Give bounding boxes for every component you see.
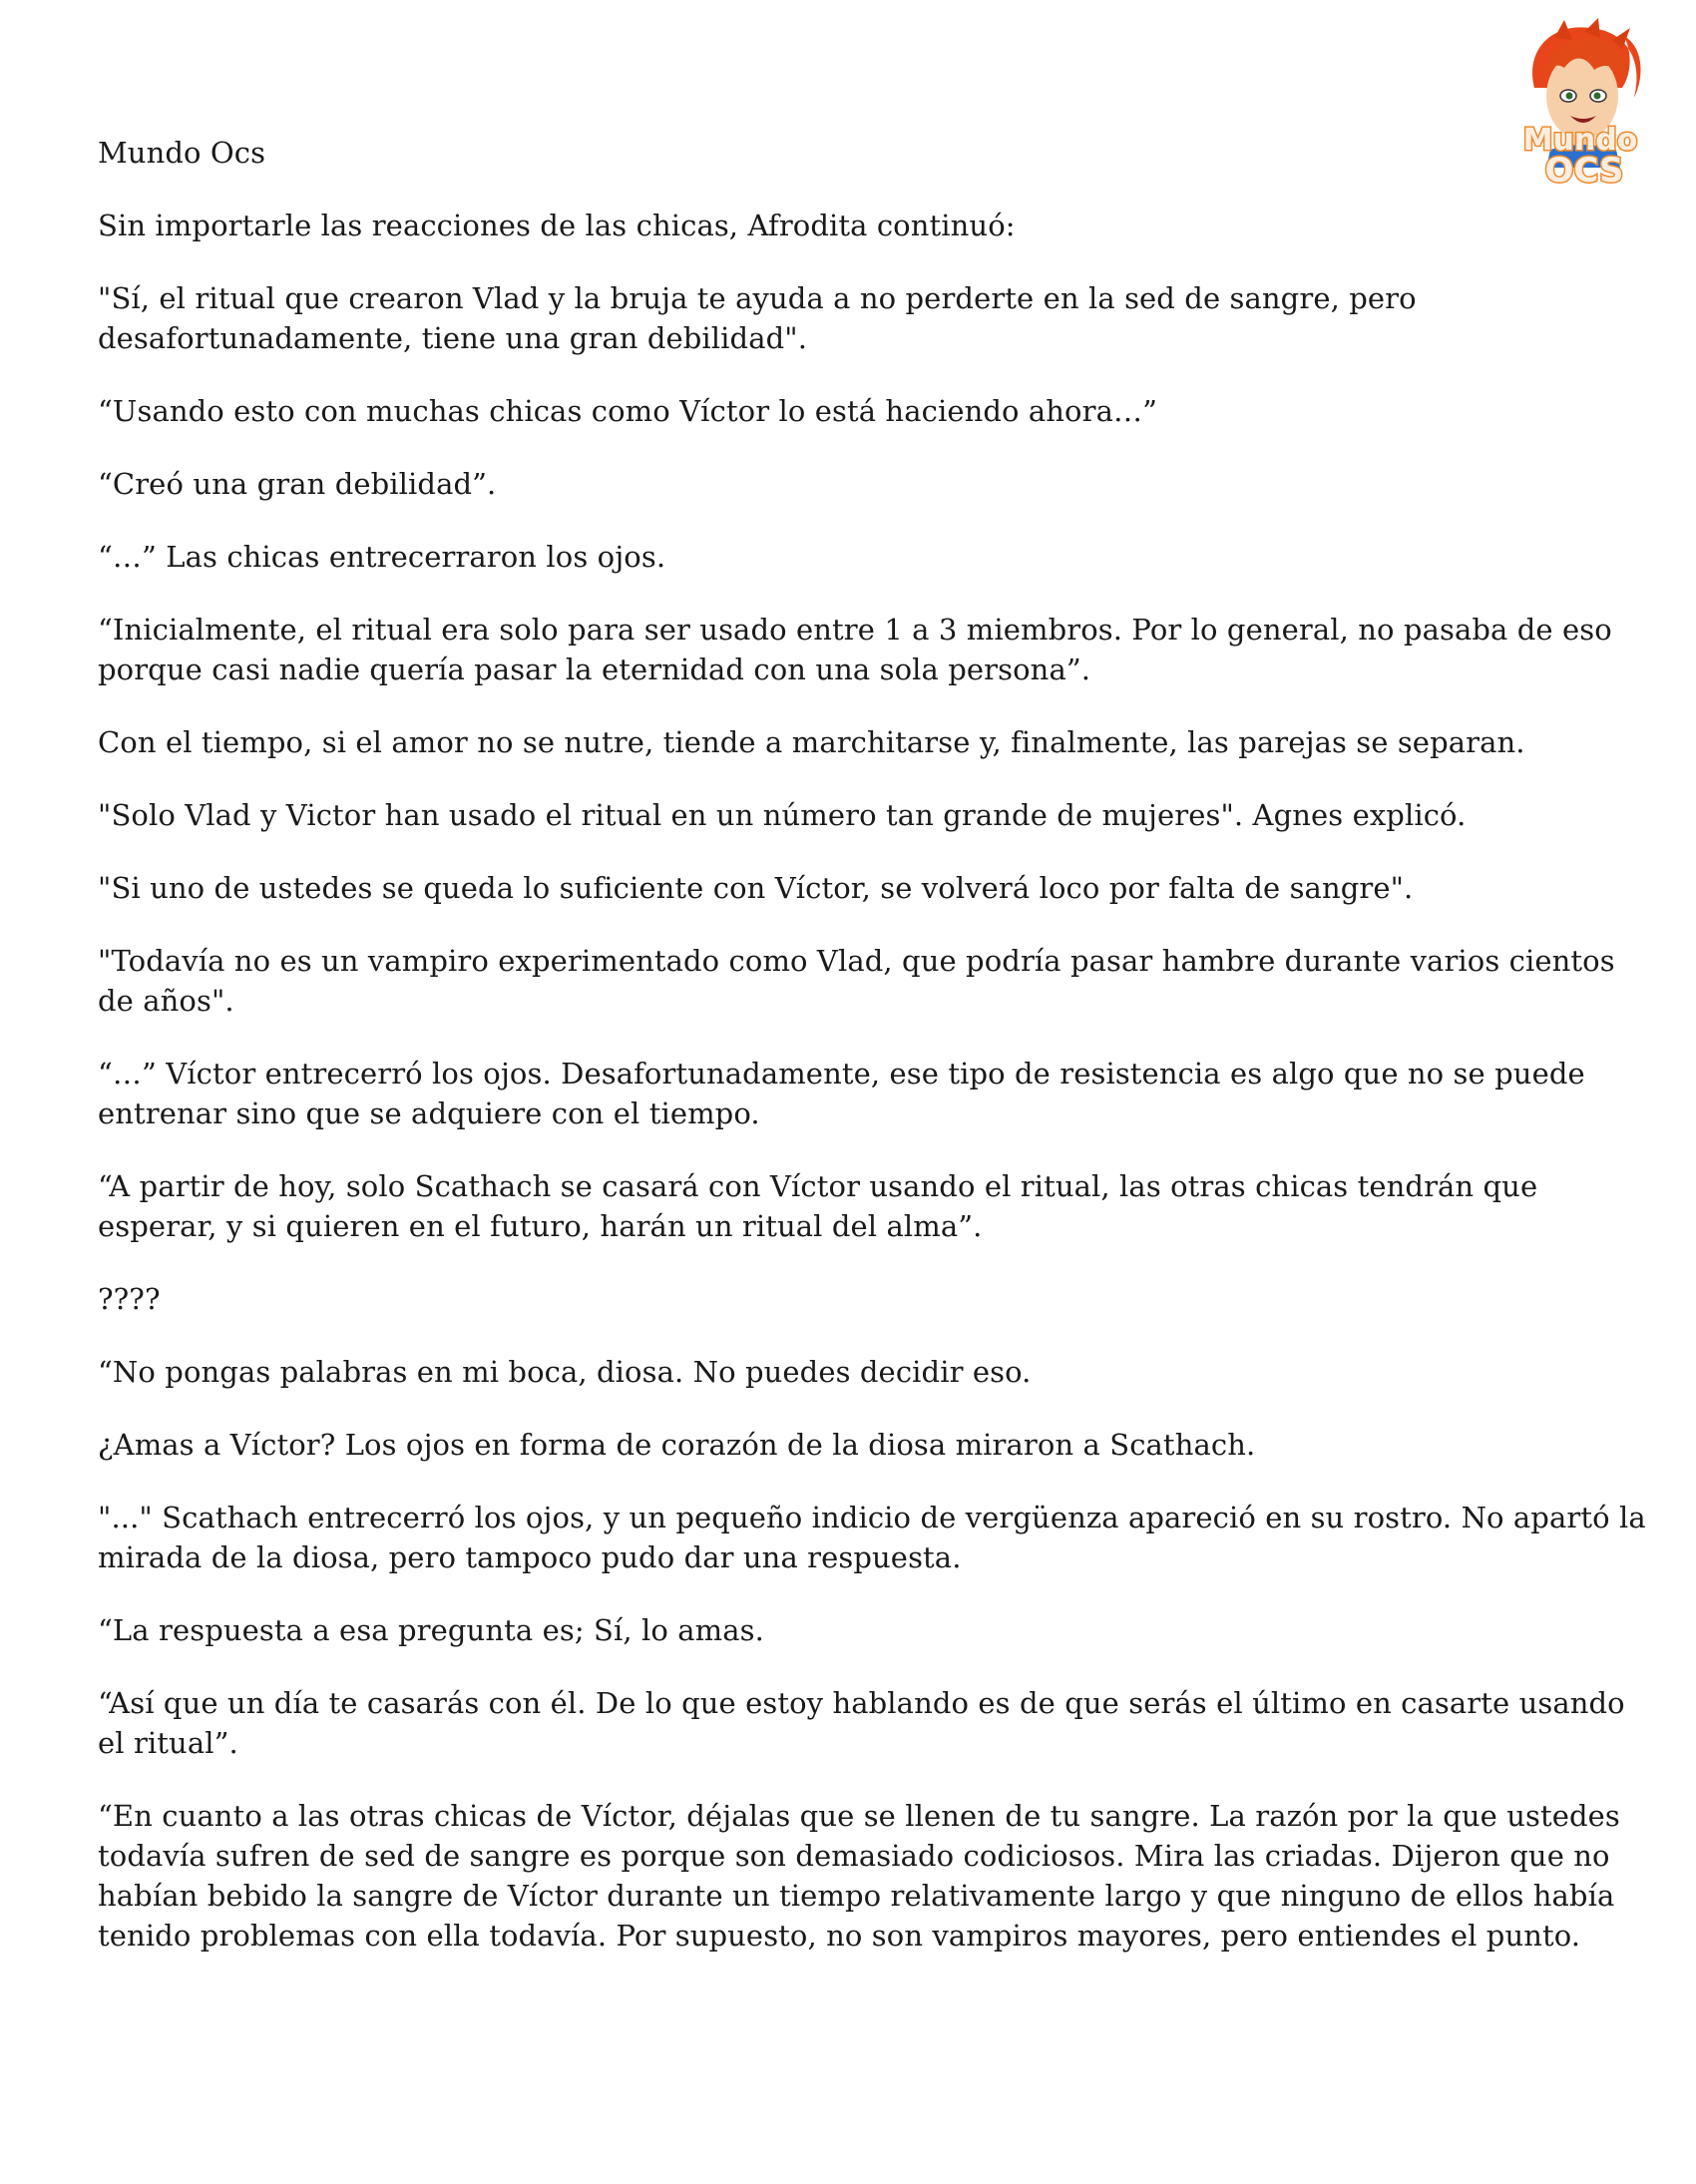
paragraph: “…” Las chicas entrecerraron los ojos. xyxy=(98,540,666,574)
paragraph: "..." Scathach entrecerró los ojos, y un pequeño indicio de vergüenza apareció en su rostro. No apartó la mirada de la diosa, pero tampoco pudo dar una respuesta. xyxy=(98,1501,1646,1574)
paragraph: “Así que un día te casarás con él. De lo que estoy hablando es de que serás el último en casarte usando el ritual”. xyxy=(98,1686,1625,1760)
paragraph: “A partir de hoy, solo Scathach se casará con Víctor usando el ritual, las otras chicas tendrán que esperar, y si quieren en el futuro, harán un ritual del alma”. xyxy=(98,1169,1538,1243)
paragraph: "Solo Vlad y Victor han usado el ritual en un número tan grande de mujeres". Agnes explicó. xyxy=(98,798,1467,832)
paragraph: Sin importarle las reacciones de las chicas, Afrodita continuó: xyxy=(98,209,1016,242)
paragraph: “…” Víctor entrecerró los ojos. Desafortunadamente, ese tipo de resistencia es algo que no se puede entrenar sino que se adquiere con el tiempo. xyxy=(98,1057,1585,1130)
paragraph: “Inicialmente, el ritual era solo para ser usado entre 1 a 3 miembros. Por lo general, no pasaba de eso porque casi nadie quería pasar la eternidad con una sola persona”. xyxy=(98,613,1612,686)
logo-text-mundo: Mundo xyxy=(1522,123,1638,158)
paragraph: "Si uno de ustedes se queda lo suficiente con Víctor, se volverá loco por falta de sangre". xyxy=(98,871,1414,905)
paragraph: ???? xyxy=(98,1282,161,1316)
paragraph: “Creó una gran debilidad”. xyxy=(98,467,497,501)
paragraph: “En cuanto a las otras chicas de Víctor, déjalas que se llenen de tu sangre. La razón por la que ustedes todavía sufren de sed de sangre es porque son demasiado codiciosos. Mira las criadas. Dijeron que no habían bebido la sangre de Víctor durante un tiempo relativamente largo y que ninguno de ellos había tenido problemas con ella todavía. Por supuesto, no son vampiros mayores, pero entiendes el punto. xyxy=(98,1799,1620,1953)
paragraph: “No pongas palabras en mi boca, diosa. No puedes decidir eso. xyxy=(98,1355,1032,1389)
paragraph: "Sí, el ritual que crearon Vlad y la bruja te ayuda a no perderte en la sed de sangre, pero desafortunadamente, tiene una gran debilidad". xyxy=(98,281,1417,355)
paragraph: ¿Amas a Víctor? Los ojos en forma de corazón de la diosa miraron a Scathach. xyxy=(98,1428,1256,1462)
paragraph: “Usando esto con muchas chicas como Víctor lo está haciendo ahora…” xyxy=(98,394,1157,428)
paragraph: Con el tiempo, si el amor no se nutre, tiende a marchitarse y, finalmente, las parejas se separan. xyxy=(98,725,1525,759)
paragraph: “La respuesta a esa pregunta es; Sí, lo amas. xyxy=(98,1613,764,1647)
logo-text-ocs: OCS xyxy=(1544,151,1624,190)
paragraph: "Todavía no es un vampiro experimentado como Vlad, que podría pasar hambre durante varios cientos de años". xyxy=(98,944,1615,1018)
document-body xyxy=(98,133,1649,1988)
site-name: Mundo Ocs xyxy=(98,136,266,170)
